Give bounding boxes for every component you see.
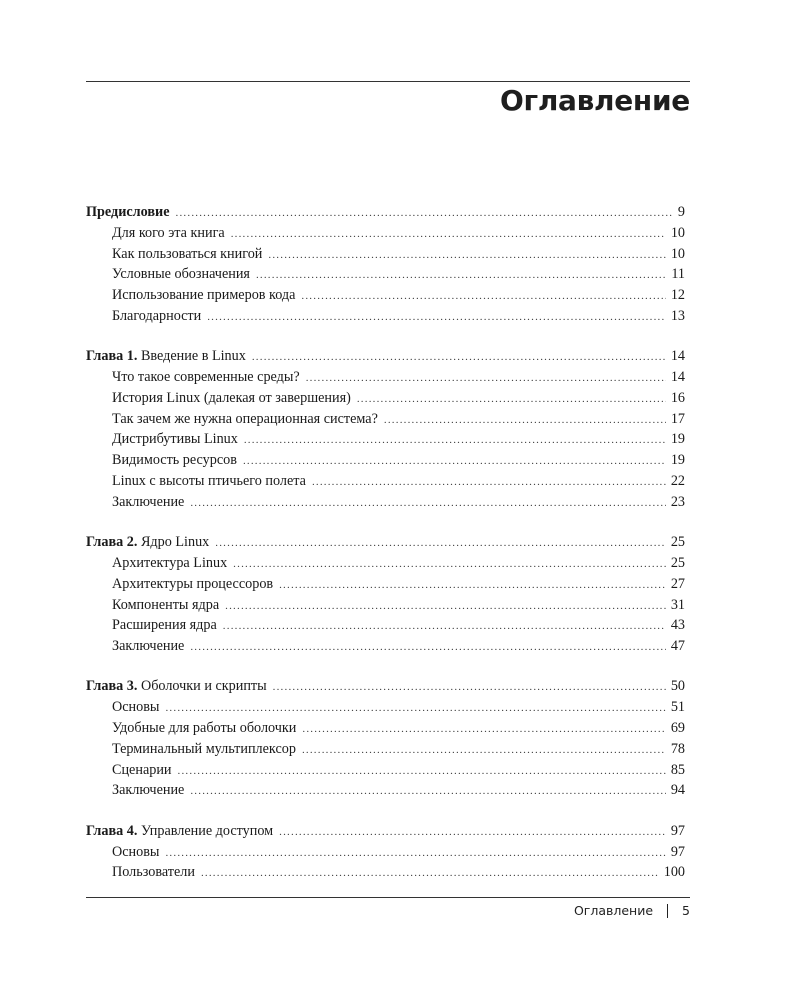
toc-subsection-title: Заключение xyxy=(112,638,185,655)
dot-leader xyxy=(201,863,659,883)
toc-chapter-name: Введение в Linux xyxy=(140,348,246,365)
dot-leader xyxy=(190,781,665,801)
toc-page-number: 51 xyxy=(670,699,685,716)
dot-leader xyxy=(301,286,665,306)
toc-subsection-entry[interactable] xyxy=(86,306,685,327)
dot-leader xyxy=(256,265,666,285)
toc-page-number: 13 xyxy=(670,307,685,324)
toc-subsection-title: Расширения ядра xyxy=(112,617,217,634)
toc-chapter-entry[interactable] xyxy=(86,532,685,553)
dot-leader xyxy=(268,245,665,265)
dot-leader xyxy=(243,451,666,471)
toc-page-number: 14 xyxy=(670,369,685,386)
toc-subsection-entry[interactable] xyxy=(86,574,685,595)
dot-leader xyxy=(165,698,665,718)
toc-page-number: 43 xyxy=(670,617,685,634)
toc-chapter-title xyxy=(86,821,273,842)
dot-leader xyxy=(225,596,666,616)
footer-page-number: 5 xyxy=(682,903,690,918)
dot-leader xyxy=(190,493,665,513)
toc-chapter-prefix: Глава 2. xyxy=(86,534,138,551)
toc-subsection-title: Видимость ресурсов xyxy=(112,452,237,469)
toc-subsection-entry[interactable] xyxy=(86,429,685,450)
dot-leader xyxy=(178,761,666,781)
toc-chapter-title xyxy=(86,532,209,553)
dot-leader xyxy=(190,637,665,657)
toc-page-number: 11 xyxy=(671,266,685,283)
dot-leader xyxy=(223,616,666,636)
dot-leader xyxy=(279,822,666,842)
toc-subsection-title: История Linux (далекая от завершения) xyxy=(112,389,351,406)
dot-leader xyxy=(302,740,666,760)
toc-page-number: 25 xyxy=(670,554,685,571)
toc-page-number: 19 xyxy=(670,452,685,469)
toc-page-number: 78 xyxy=(670,740,685,757)
toc-section xyxy=(86,821,685,883)
dot-leader xyxy=(252,347,666,367)
toc-chapter-prefix: Глава 3. xyxy=(86,678,138,695)
toc-page-number: 97 xyxy=(670,843,685,860)
toc-subsection-entry[interactable] xyxy=(86,760,685,781)
toc-chapter-title xyxy=(86,202,170,223)
toc-chapter-entry[interactable] xyxy=(86,821,685,842)
toc-subsection-title: Архитектуры процессоров xyxy=(112,575,274,592)
toc-subsection-title: Как пользоваться книгой xyxy=(112,245,263,262)
page-footer xyxy=(574,903,690,918)
toc-section xyxy=(86,676,685,801)
toc-subsection-title: Удобные для работы оболочки xyxy=(112,720,297,737)
toc-page-number: 69 xyxy=(670,720,685,737)
toc-subsection-title: Терминальный мультиплексор xyxy=(112,740,296,757)
toc-page-number: 25 xyxy=(670,534,685,551)
toc-page-number: 23 xyxy=(670,493,685,510)
toc-section xyxy=(86,202,685,327)
toc-page-number: 9 xyxy=(677,204,685,220)
page-title: Оглавление xyxy=(499,84,690,117)
toc-subsection-entry[interactable] xyxy=(86,450,685,471)
toc-subsection-title: Так зачем же нужна операционная система? xyxy=(112,410,378,427)
toc-subsection-entry[interactable] xyxy=(86,718,685,739)
toc-subsection-entry[interactable] xyxy=(86,244,685,265)
dot-leader xyxy=(207,307,666,327)
dot-leader xyxy=(231,224,666,244)
toc-subsection-entry[interactable] xyxy=(86,471,685,492)
toc-subsection-title: Основы xyxy=(112,843,160,860)
toc-subsection-entry[interactable] xyxy=(86,595,685,616)
toc-subsection-entry[interactable] xyxy=(86,367,685,388)
toc-chapter-entry[interactable] xyxy=(86,202,685,223)
toc-chapter-title xyxy=(86,346,246,367)
toc-subsection-title: Благодарности xyxy=(112,307,202,324)
toc-subsection-entry[interactable] xyxy=(86,285,685,306)
top-rule xyxy=(86,81,690,82)
toc-page-number: 31 xyxy=(670,596,685,613)
toc-subsection-title: Условные обозначения xyxy=(112,266,250,283)
dot-leader xyxy=(384,410,666,430)
toc-chapter-name: Оболочки и скрипты xyxy=(140,678,267,695)
toc-page-number: 17 xyxy=(670,410,685,427)
toc-chapter-name: Предисловие xyxy=(86,204,170,220)
toc-subsection-title: Пользователи xyxy=(112,864,195,881)
dot-leader xyxy=(302,719,665,739)
toc-subsection-title: Заключение xyxy=(112,782,185,799)
toc-page-number: 85 xyxy=(670,761,685,778)
toc-subsection-entry[interactable] xyxy=(86,223,685,244)
dot-leader xyxy=(244,430,666,450)
bottom-rule xyxy=(86,897,690,898)
toc-page-number: 47 xyxy=(670,638,685,655)
toc-subsection-entry[interactable] xyxy=(86,780,685,801)
dot-leader xyxy=(312,472,666,492)
dot-leader xyxy=(306,368,666,388)
toc-subsection-title: Сценарии xyxy=(112,761,172,778)
dot-leader xyxy=(357,389,666,409)
toc-page-number: 94 xyxy=(670,782,685,799)
toc-page-number: 14 xyxy=(670,348,685,365)
toc-page-number: 16 xyxy=(670,389,685,406)
toc-chapter-title xyxy=(86,676,267,697)
toc-subsection-title: Компоненты ядра xyxy=(112,596,220,613)
toc-subsection-title: Основы xyxy=(112,699,160,716)
toc-chapter-entry[interactable] xyxy=(86,676,685,697)
toc-subsection-title: Что такое современные среды? xyxy=(112,369,300,386)
toc-subsection-title: Использование примеров кода xyxy=(112,287,296,304)
toc-subsection-entry[interactable] xyxy=(86,388,685,409)
toc-subsection-entry[interactable] xyxy=(86,492,685,513)
toc-section xyxy=(86,532,685,657)
dot-leader xyxy=(279,575,666,595)
toc-subsection-entry[interactable] xyxy=(86,739,685,760)
toc-chapter-entry[interactable] xyxy=(86,346,685,367)
toc-section xyxy=(86,346,685,512)
toc-page-number: 97 xyxy=(670,822,685,839)
toc-page-number: 10 xyxy=(670,245,685,262)
toc-subsection-entry[interactable] xyxy=(86,842,685,863)
toc-page-number: 19 xyxy=(670,431,685,448)
toc-chapter-prefix: Глава 4. xyxy=(86,822,138,839)
toc-chapter-prefix: Глава 1. xyxy=(86,348,138,365)
toc-subsection-title: Для кого эта книга xyxy=(112,224,225,241)
toc-page-number: 100 xyxy=(663,864,685,881)
toc-subsection-entry[interactable] xyxy=(86,636,685,657)
toc-subsection-entry[interactable] xyxy=(86,409,685,430)
toc-subsection-title: Дистрибутивы Linux xyxy=(112,431,238,448)
toc-subsection-entry[interactable] xyxy=(86,553,685,574)
table-of-contents xyxy=(86,202,685,903)
toc-page-number: 50 xyxy=(670,678,685,695)
footer-separator xyxy=(667,904,668,918)
toc-subsection-entry[interactable] xyxy=(86,615,685,636)
toc-chapter-name: Управление доступом xyxy=(140,822,274,839)
toc-subsection-title: Заключение xyxy=(112,493,185,510)
toc-subsection-entry[interactable] xyxy=(86,862,685,883)
footer-label: Оглавление xyxy=(573,903,654,918)
toc-chapter-name: Ядро Linux xyxy=(140,534,210,551)
dot-leader xyxy=(215,533,666,553)
toc-subsection-title: Linux с высоты птичьего полета xyxy=(112,473,306,490)
toc-page-number: 10 xyxy=(670,224,685,241)
toc-page-number: 22 xyxy=(670,473,685,490)
toc-page-number: 27 xyxy=(670,575,685,592)
dot-leader xyxy=(233,554,666,574)
toc-subsection-title: Архитектура Linux xyxy=(112,554,228,571)
toc-subsection-entry[interactable] xyxy=(86,697,685,718)
toc-subsection-entry[interactable] xyxy=(86,264,685,285)
dot-leader xyxy=(273,677,666,697)
toc-page-number: 12 xyxy=(670,287,685,304)
dot-leader xyxy=(165,843,665,863)
dot-leader xyxy=(176,203,673,223)
